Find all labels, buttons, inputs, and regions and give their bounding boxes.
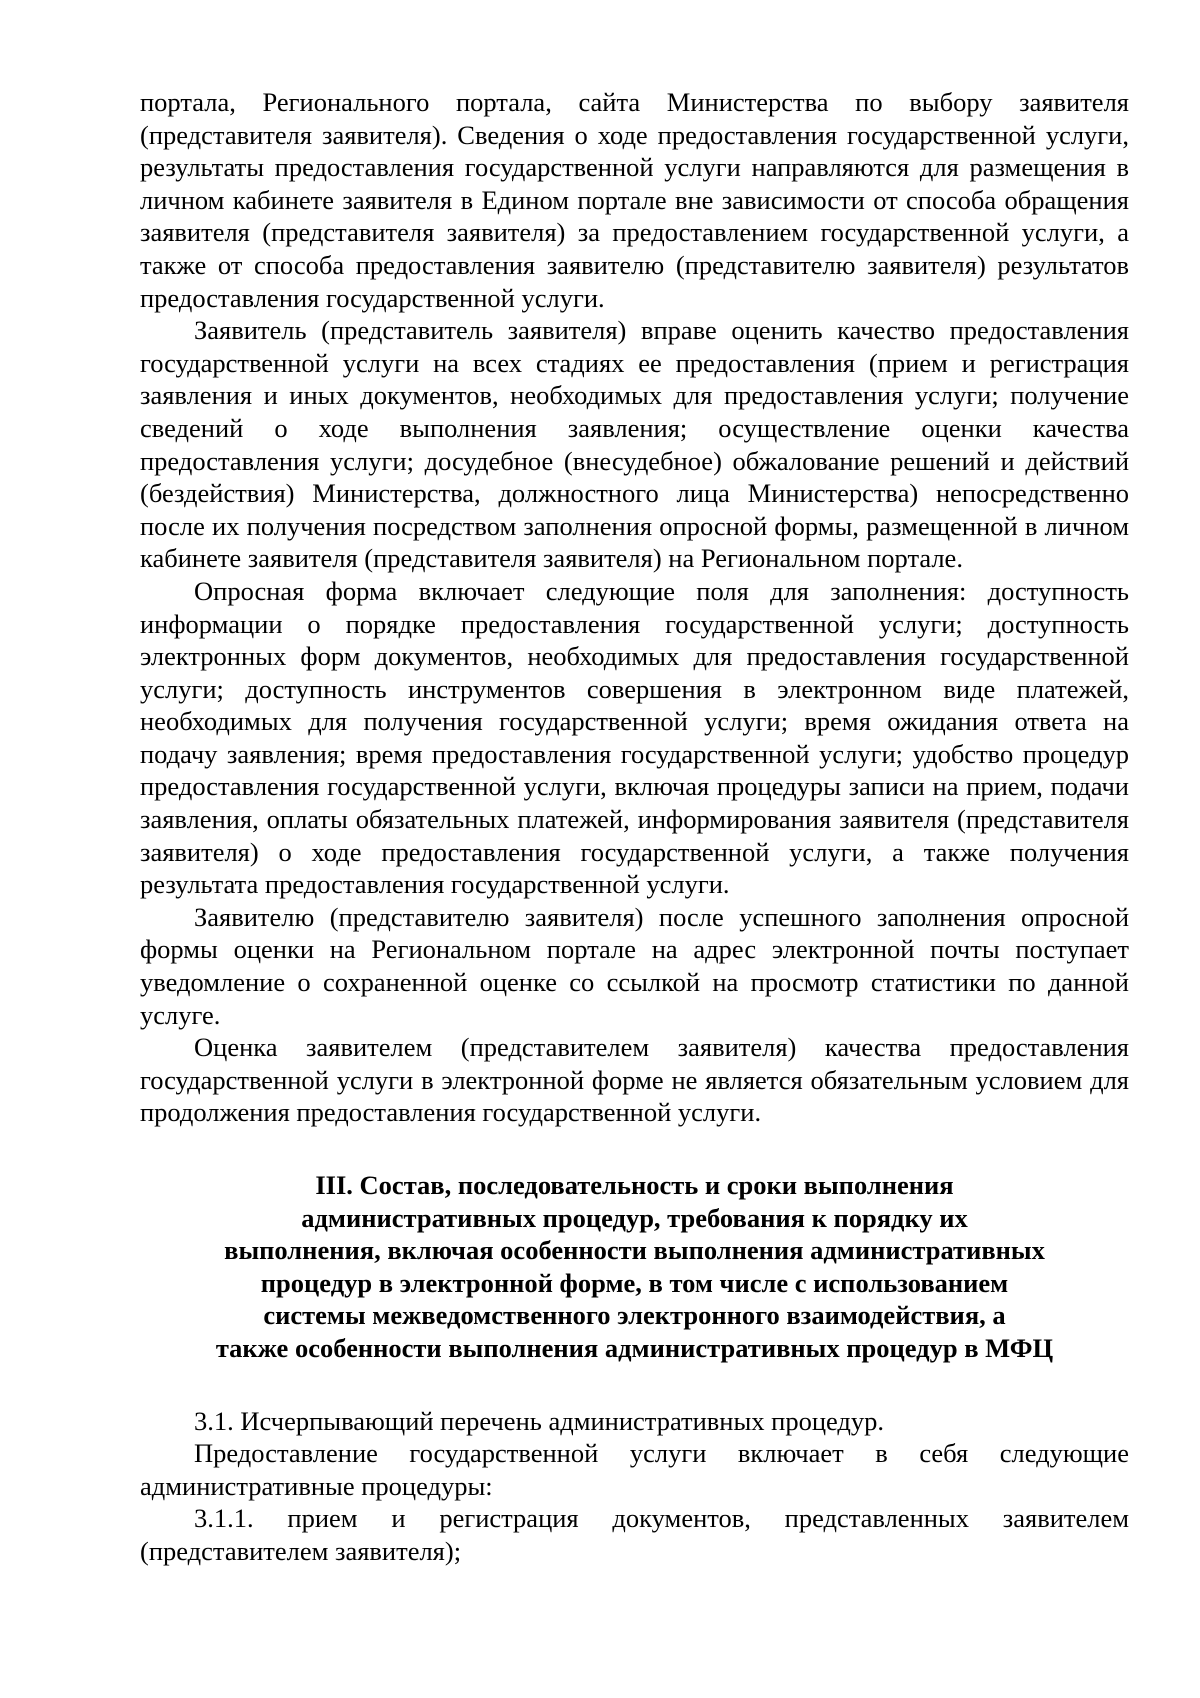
paragraph-rating-optional: Оценка заявителем (представителем заявителя) качества предоставления государственной услуги в электронной форме не является обязательным условием для продолжения предоставления государственной услуги. <box>140 1032 1129 1128</box>
paragraph-procedure-item: 3.1.1. прием и регистрация документов, представленных заявителем (представителем заявителя); <box>140 1503 1129 1566</box>
paragraph-notification: Заявителю (представителю заявителя) после успешного заполнения опросной формы оценки на Региональном портале на адрес электронной почты поступает уведомление о сохраненной оценке со ссылкой на просмотр статистики по данной услуге. <box>140 901 1129 1030</box>
paragraph-procedures-list-title: 3.1. Исчерпывающий перечень административных процедур. <box>194 1405 885 1436</box>
section-heading <box>140 1169 1129 1365</box>
section-heading-line: выполнения, включая особенности выполнения административных <box>224 1235 1045 1266</box>
section-heading-line: III. Состав, последовательность и сроки выполнения <box>315 1170 954 1200</box>
paragraph-survey-form: Опросная форма включает следующие поля для заполнения: доступность информации о порядке предоставления государственной услуги; доступность электронных форм документов, необходимых для предоставления государственной услуги; доступность инструментов совершения в электронном виде платежей, необходимых для получения государственной услуги; время ожидания ответа на подачу заявления; время предоставления государственной услуги; удобство процедур предоставления государственной услуги, включая процедуры записи на прием, подачи заявления, оплаты обязательных платежей, информирования заявителя (представителя заявителя) о ходе предоставления государственной услуги, а также получения результата предоставления государственной услуги. <box>140 575 1129 900</box>
section-heading-line: также особенности выполнения административных процедур в МФЦ <box>215 1332 1054 1363</box>
section-heading-line: административных процедур, требования к порядку их <box>301 1202 968 1233</box>
paragraph-continuation: портала, Регионального портала, сайта Министерства по выбору заявителя (представителя заявителя). Сведения о ходе предоставления государственной услуги, результаты предоставления государственной услуги направляются для размещения в личном кабинете заявителя в Едином портале вне зависимости от способа обращения заявителя (представителя заявителя) за предоставлением государственной услуги, а также от способа предоставления заявителю (представителю заявителя) результатов предоставления государственной услуги. <box>140 87 1129 313</box>
paragraph-rating-right: Заявитель (представитель заявителя) вправе оценить качество предоставления государственной услуги на всех стадиях ее предоставления (прием и регистрация заявления и иных документов, необходимых для предоставления услуги; получение сведений о ходе выполнения заявления; осуществление оценки качества предоставления услуги; досудебное (внесудебное) обжалование решений и действий (бездействия) Министерства, должностного лица Министерства) непосредственно после их получения посредством заполнения опросной формы, размещенной в личном кабинете заявителя (представителя заявителя) на Региональном портале. <box>140 315 1129 574</box>
section-heading-line: системы межведомственного электронного взаимодействия, а <box>263 1300 1006 1331</box>
document-page <box>140 86 1129 1568</box>
paragraph-procedures-intro: Предоставление государственной услуги включает в себя следующие административные процедуры: <box>140 1438 1129 1501</box>
section-heading-line: процедур в электронной форме, в том числе с использованием <box>260 1267 1009 1298</box>
